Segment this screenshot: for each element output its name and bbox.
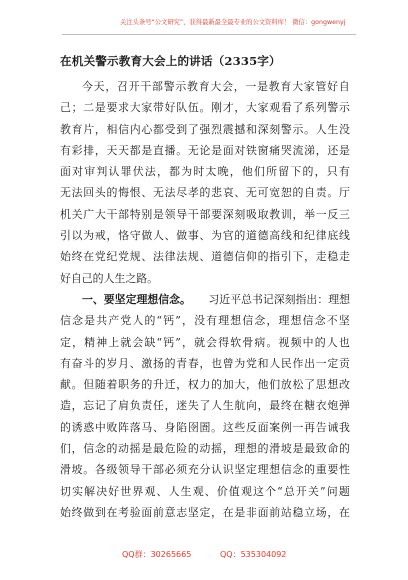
paragraph-line: 有 彩 排 ， 天 天 都 是 直 播 。 无 论 是 面 对 铁 窗 痛 哭 流 涕 ， 还 是 [60, 143, 350, 157]
section-heading-rest: 习近平总书记深刻指出：理想 [208, 292, 350, 306]
paragraph-line: 机 关 广 大 干 部 特 别 是 领 导 干 部 要 深 刻 吸 取 教 训 ， 举 一 反 三 [60, 207, 350, 221]
qq-group-number: QQ群：30265665 [122, 550, 192, 559]
qq-number: QQ：535304092 [220, 550, 287, 559]
paragraph-line: 教 育 片 ， 相 信 内 心 都 受 到 了 强 烈 震 撼 和 深 刻 警 示 。 人 生 没 [60, 122, 350, 136]
paragraph-line: 有 奋 斗 的 岁 月 、 激 扬 的 青 春 ， 也 曾 为 党 和 人 民 作 出 一 定 贡 [60, 356, 350, 370]
paragraph-line: 今 天 ， 召 开 干 部 警 示 教 育 大 会 ， 一 是 教 育 大 家 管 好 自 [82, 80, 350, 93]
paragraph-line: 滑 坡 。 各 级 领 导 干 部 必 须 充 分 认 识 坚 定 理 想 信 念 的 重 要 性 [60, 463, 350, 477]
paragraph-line: 好自己的人生之路。 [60, 271, 159, 285]
paragraph-line: 的 诱 惑 中 败 阵 落 马 、 身 陷 囹 圄 。 这 些 反 面 案 例 一 再 告 诫 我 [60, 420, 350, 434]
paragraph-line: 献 。 但 随 着 职 务 的 升 迁 ， 权 力 的 加 大 ， 他 们 放 松 了 思 想 改 [60, 378, 350, 392]
header-divider [62, 34, 356, 35]
paragraph-line: 信 念 是 共 产 党 人 的 “ 钙 ” ， 没 有 理 想 信 念 ， 理 想 信 念 不 坚 [60, 314, 350, 328]
section-heading: 一、要坚定理想信念。 [82, 292, 191, 306]
paragraph-line: 面 对 审 判 认 罪 伏 法 ， 都 为 时 太 晚 ， 他 们 所 留 下 的 ， 只 有 [60, 165, 350, 179]
paragraph-line: 们 ， 信 念 的 动 摇 是 最 危 险 的 动 摇 ， 理 想 的 滑 坡 是 最 致 命 的 [60, 442, 350, 456]
paragraph-line: 始 终 做 到 在 考 验 面 前 意 志 坚 定 ， 在 是 非 面 前 站 稳 立 场 ， 在 [60, 505, 350, 519]
section-heading-line [60, 289, 350, 310]
paragraph-line: 造 ， 忘 记 了 肩 负 责 任 ， 迷 失 了 人 生 航 向 ， 最 终 在 糖 衣 炮 弹 [60, 399, 350, 413]
paragraph-line: 无 法 回 头 的 悔 恨 、 无 法 尽 孝 的 悲 哀 、 无 可 宽 恕 的 自 责 。 厅 [60, 186, 350, 200]
paragraph-line: 己 ； 二 是 要 求 大 家 带 好 队 伍 。 刚 才 ， 大 家 观 看 了 系 列 警 示 [60, 101, 350, 115]
paragraph-line: 定 ， 精 神 上 就 会 缺 “ 钙 ” ， 就 会 得 软 骨 病 。 视 频 中 的 人 也 [60, 335, 350, 349]
paragraph-line: 引 以 为 戒 ， 恪 守 做 人 、 做 事 、 为 官 的 道 德 高 线 和 纪 律 底 线 [60, 229, 350, 243]
document-title: 在机关警示教育大会上的讲话（2335字） [60, 54, 281, 68]
document-body [60, 76, 350, 523]
paragraph-line: 切 实 解 决 好 世 界 观 、 人 生 观 、 价 值 观 这 个 “ 总 开 关 ” 问 题 [60, 484, 350, 498]
paragraph-line: 始 终 在 党 纪 党 规 、 法 律 法 规 、 道 德 信 仰 的 指 引 下 ， 走 稳 走 [60, 250, 350, 264]
page-header-notice: 关注头条号“公文研究”，获得最新最全最专业的公文资料库！ 微信：gongwenyj [120, 19, 346, 26]
